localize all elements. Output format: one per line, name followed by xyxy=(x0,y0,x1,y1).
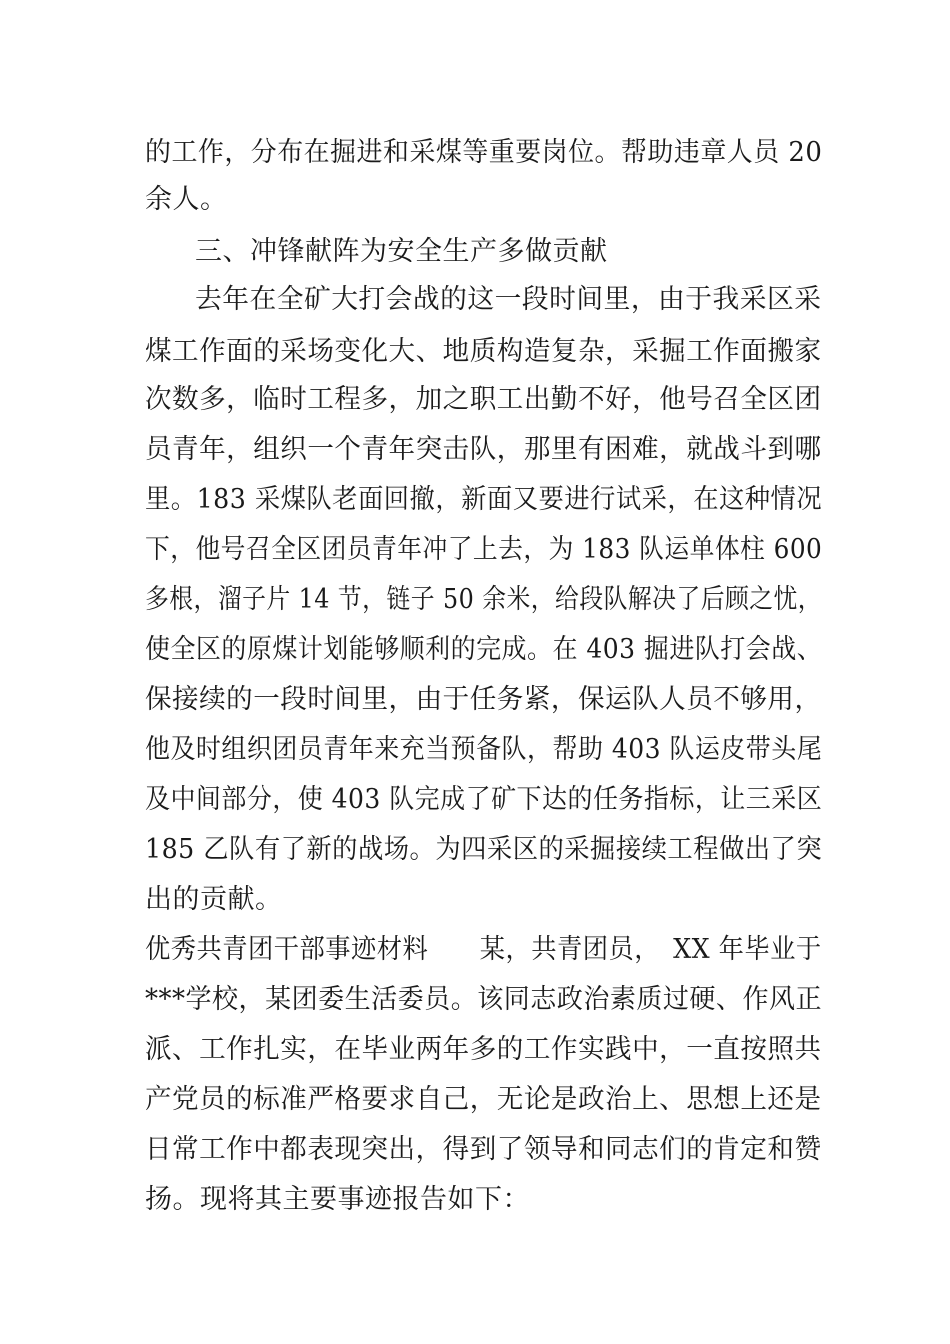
text-line-17: 优秀共青团干部事迹材料 某，共青团员， XX 年毕业于 xyxy=(145,934,822,965)
text-line-8: 里。183 采煤队老面回撤，新面又要进行试采，在这种情况 xyxy=(145,484,823,515)
text-line-6: 次数多，临时工程多，加之职工出勤不好，他号召全区团 xyxy=(145,384,822,415)
text-line-5: 煤工作面的采场变化大、地质构造复杂，采掘工作面搬家 xyxy=(145,336,822,367)
text-line-16: 出的贡献。 xyxy=(145,884,283,915)
text-line-4: 去年在全矿大打会战的这一段时间里，由于我采区采 xyxy=(195,284,822,315)
text-line-18: ***学校，某团委生活委员。该同志政治素质过硬、作风正 xyxy=(145,984,823,1015)
text-line-2: 余人。 xyxy=(145,184,228,215)
text-line-13: 他及时组织团员青年来充当预备队，帮助 403 队运皮带头尾 xyxy=(145,734,823,765)
text-line-20: 产党员的标准严格要求自己，无论是政治上、思想上还是 xyxy=(145,1084,822,1115)
text-line-9: 下，他号召全区团员青年冲了上去，为 183 队运单体柱 600 xyxy=(145,534,823,565)
text-line-11: 使全区的原煤计划能够顺利的完成。在 403 掘进队打会战、 xyxy=(145,634,823,665)
text-line-12: 保接续的一段时间里，由于任务紧，保运队人员不够用， xyxy=(145,684,822,715)
text-line-21: 日常工作中都表现突出，得到了领导和同志们的肯定和赞 xyxy=(145,1134,822,1165)
text-line-7: 员青年，组织一个青年突击队，那里有困难，就战斗到哪 xyxy=(145,434,822,465)
section-heading: 三、冲锋献阵为安全生产多做贡献 xyxy=(195,236,608,267)
text-line-19: 派、工作扎实，在毕业两年多的工作实践中，一直按照共 xyxy=(145,1034,822,1065)
text-line-14: 及中间部分，使 403 队完成了矿下达的任务指标，让三采区 xyxy=(145,784,823,815)
text-line-10: 多根，溜子片 14 节，链子 50 余米，给段队解决了后顾之忧， xyxy=(145,584,823,615)
text-line-1: 的工作，分布在掘进和采煤等重要岗位。帮助违章人员 20 xyxy=(145,137,823,168)
text-line-22: 扬。现将其主要事迹报告如下： xyxy=(145,1184,530,1215)
text-line-15: 185 乙队有了新的战场。为四采区的采掘接续工程做出了突 xyxy=(145,834,823,865)
